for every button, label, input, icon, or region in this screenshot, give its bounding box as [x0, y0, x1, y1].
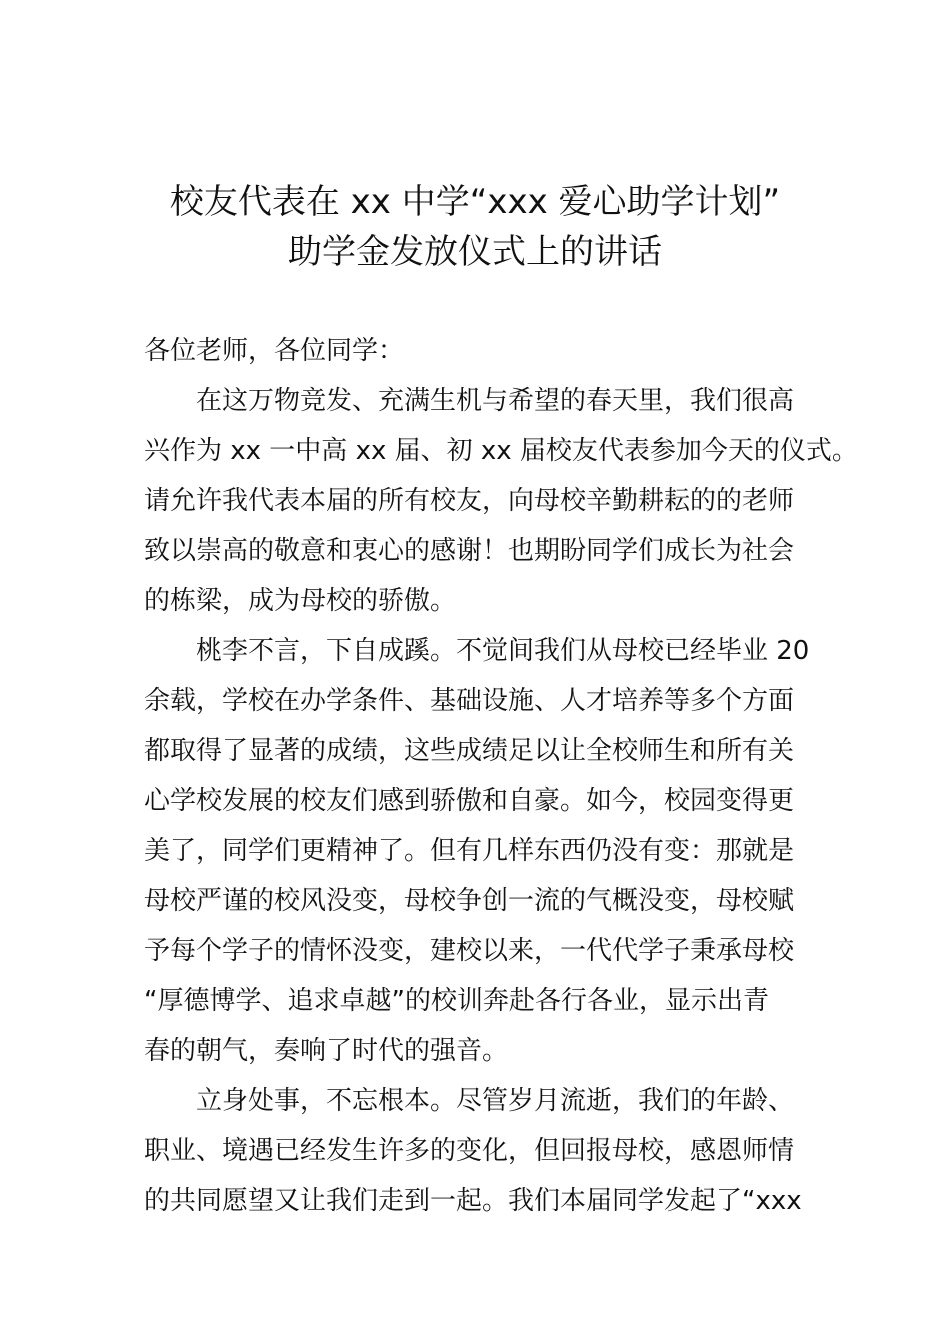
paragraph-2-line-2: 余载，学校在办学条件、基础设施、人才培养等多个方面: [144, 686, 795, 716]
paragraph-1-line-3: 请允许我代表本届的所有校友，向母校辛勤耕耘的的老师: [144, 486, 795, 516]
paragraph-2-line-6: 母校严谨的校风没变，母校争创一流的气概没变，母校赋: [144, 886, 795, 916]
paragraph-1-line-5: 的栋梁，成为母校的骄傲。: [144, 586, 457, 616]
salutation: 各位老师，各位同学：: [144, 336, 405, 366]
document-title-line-2: 助学金发放仪式上的讲话: [288, 232, 662, 272]
paragraph-3-line-2: 职业、境遇已经发生许多的变化，但回报母校，感恩师情: [144, 1136, 795, 1166]
paragraph-3-line-1: 立身处事，不忘根本。尽管岁月流逝，我们的年龄、: [196, 1086, 795, 1116]
paragraph-1-line-1: 在这万物竞发、充满生机与希望的春天里，我们很高: [196, 386, 795, 416]
paragraph-2-line-5: 美了，同学们更精神了。但有几样东西仍没有变：那就是: [144, 836, 795, 866]
paragraph-2-line-9: 春的朝气，奏响了时代的强音。: [144, 1036, 509, 1066]
paragraph-2-line-4: 心学校发展的校友们感到骄傲和自豪。如今，校园变得更: [144, 786, 795, 816]
paragraph-1-line-4: 致以崇高的敬意和衷心的感谢！也期盼同学们成长为社会: [144, 536, 795, 566]
paragraph-1-line-2: 兴作为 xx 一中高 xx 届、初 xx 届校友代表参加今天的仪式。: [144, 436, 858, 466]
paragraph-3-line-3: 的共同愿望又让我们走到一起。我们本届同学发起了“xxx: [144, 1186, 802, 1216]
paragraph-2-line-1: 桃李不言，下自成蹊。不觉间我们从母校已经毕业 20: [196, 636, 810, 666]
paragraph-2-line-3: 都取得了显著的成绩，这些成绩足以让全校师生和所有关: [144, 736, 795, 766]
paragraph-2-line-8: “厚德博学、追求卓越”的校训奔赴各行各业，显示出青: [144, 986, 769, 1016]
document-title-line-1: 校友代表在 xx 中学“xxx 爱心助学计划”: [169, 182, 781, 222]
paragraph-2-line-7: 予每个学子的情怀没变，建校以来，一代代学子秉承母校: [144, 936, 795, 966]
